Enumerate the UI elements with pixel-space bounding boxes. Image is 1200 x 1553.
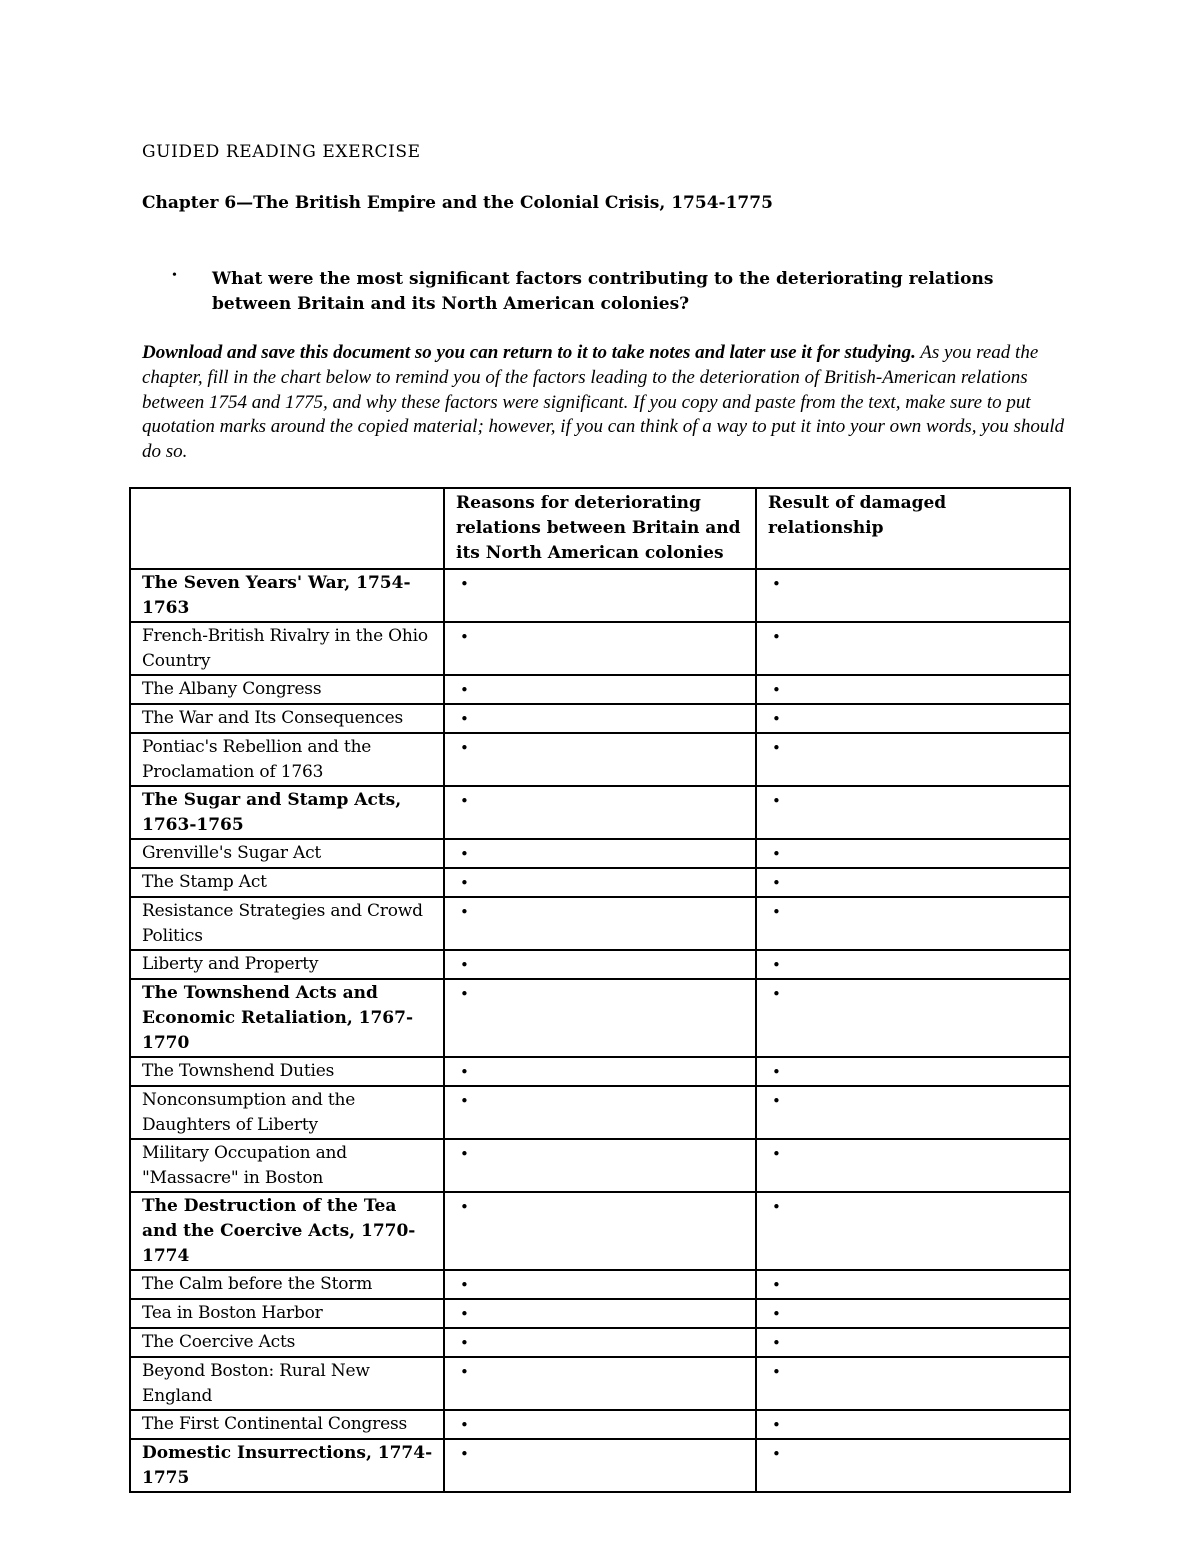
table-row [130, 1410, 1070, 1439]
reasons-note-cell[interactable] [444, 704, 756, 733]
result-note-cell[interactable] [756, 1299, 1070, 1328]
subtopic-cell: Pontiac's Rebellion and the Proclamation of 1763 [130, 733, 444, 786]
result-note-cell[interactable] [756, 1410, 1070, 1439]
reasons-note-cell[interactable] [444, 675, 756, 704]
bullet-icon: • [460, 1063, 469, 1081]
table-row [130, 1086, 1070, 1139]
bullet-icon: • [460, 1305, 469, 1323]
reasons-note-cell[interactable] [444, 1270, 756, 1299]
bullet-icon: • [460, 845, 469, 863]
bullet-icon: • [772, 1145, 781, 1163]
subtopic-cell: The Townshend Duties [130, 1057, 444, 1086]
result-note-cell[interactable] [756, 868, 1070, 897]
reasons-note-cell[interactable] [444, 1139, 756, 1192]
subtopic-cell: The Coercive Acts [130, 1328, 444, 1357]
result-note-cell[interactable] [756, 1057, 1070, 1086]
reasons-note-cell[interactable] [444, 1192, 756, 1270]
bullet-icon: • [772, 845, 781, 863]
table-row [130, 1057, 1070, 1086]
table-row [130, 786, 1070, 839]
chapter-title: Chapter 6—The British Empire and the Colonial Crisis, 1754-1775 [142, 193, 773, 213]
reasons-note-cell[interactable] [444, 1299, 756, 1328]
table-row [130, 897, 1070, 950]
result-note-cell[interactable] [756, 1086, 1070, 1139]
bullet-icon: • [460, 956, 469, 974]
result-note-cell[interactable] [756, 1439, 1070, 1492]
result-note-cell[interactable] [756, 897, 1070, 950]
table-row [130, 1270, 1070, 1299]
result-note-cell[interactable] [756, 569, 1070, 622]
bullet-icon: • [460, 903, 469, 921]
result-note-cell[interactable] [756, 786, 1070, 839]
header-result-cell: Result of damaged relationship [756, 488, 1070, 569]
bullet-icon: • [772, 628, 781, 646]
subtopic-cell: Grenville's Sugar Act [130, 839, 444, 868]
reasons-note-cell[interactable] [444, 868, 756, 897]
result-note-cell[interactable] [756, 1192, 1070, 1270]
reasons-note-cell[interactable] [444, 1410, 756, 1439]
table-row [130, 1299, 1070, 1328]
reasons-note-cell[interactable] [444, 979, 756, 1057]
bullet-icon: • [460, 985, 469, 1003]
bullet-icon: • [460, 575, 469, 593]
bullet-icon: • [772, 956, 781, 974]
bullet-icon: • [772, 1063, 781, 1081]
table-row [130, 1439, 1070, 1492]
result-note-cell[interactable] [756, 979, 1070, 1057]
subtopic-cell: The Stamp Act [130, 868, 444, 897]
bullet-icon: • [460, 1416, 469, 1434]
table-header-row [130, 488, 1070, 569]
result-note-cell[interactable] [756, 675, 1070, 704]
bullet-icon: • [460, 874, 469, 892]
guiding-question [142, 267, 1062, 317]
subtopic-cell: Resistance Strategies and Crowd Politics [130, 897, 444, 950]
reasons-note-cell[interactable] [444, 622, 756, 675]
subtopic-cell: The Calm before the Storm [130, 1270, 444, 1299]
bullet-icon: • [460, 1276, 469, 1294]
bullet-icon: • [772, 1276, 781, 1294]
bullet-icon: • [460, 1198, 469, 1216]
result-note-cell[interactable] [756, 950, 1070, 979]
header-reasons-cell: Reasons for deteriorating relations between Britain and its North American colonies [444, 488, 756, 569]
table-row [130, 839, 1070, 868]
result-note-cell[interactable] [756, 622, 1070, 675]
reasons-note-cell[interactable] [444, 733, 756, 786]
subtopic-cell: French-British Rivalry in the Ohio Country [130, 622, 444, 675]
bullet-icon: • [772, 1334, 781, 1352]
reasons-note-cell[interactable] [444, 1328, 756, 1357]
table-row [130, 979, 1070, 1057]
bullet-icon: • [460, 1445, 469, 1463]
subtopic-cell: The First Continental Congress [130, 1410, 444, 1439]
bullet-icon: • [772, 985, 781, 1003]
bullet-icon: • [772, 575, 781, 593]
bullet-icon: • [460, 739, 469, 757]
bullet-icon: • [772, 1416, 781, 1434]
section-topic-cell: The Seven Years' War, 1754-1763 [130, 569, 444, 622]
reasons-note-cell[interactable] [444, 1357, 756, 1410]
bullet-icon: • [772, 681, 781, 699]
reasons-note-cell[interactable] [444, 897, 756, 950]
table-row [130, 1357, 1070, 1410]
bullet-icon: • [772, 1092, 781, 1110]
bullet-icon: • [772, 739, 781, 757]
subtopic-cell: Beyond Boston: Rural New England [130, 1357, 444, 1410]
bullet-icon: • [772, 792, 781, 810]
reasons-note-cell[interactable] [444, 1439, 756, 1492]
result-note-cell[interactable] [756, 704, 1070, 733]
section-topic-cell: The Sugar and Stamp Acts, 1763-1765 [130, 786, 444, 839]
bullet-icon: • [460, 1092, 469, 1110]
bullet-icon: • [460, 1334, 469, 1352]
subtopic-cell: Nonconsumption and the Daughters of Liberty [130, 1086, 444, 1139]
bullet-icon: • [460, 1363, 469, 1381]
table-row [130, 1139, 1070, 1192]
result-note-cell[interactable] [756, 1139, 1070, 1192]
subtopic-cell: Tea in Boston Harbor [130, 1299, 444, 1328]
section-topic-cell: Domestic Insurrections, 1774-1775 [130, 1439, 444, 1492]
bullet-icon: • [460, 628, 469, 646]
bullet-icon: • [460, 681, 469, 699]
table-row [130, 950, 1070, 979]
notes-table [129, 487, 1071, 1493]
table-row [130, 1328, 1070, 1357]
reasons-note-cell[interactable] [444, 1086, 756, 1139]
result-note-cell[interactable] [756, 1328, 1070, 1357]
result-note-cell[interactable] [756, 1270, 1070, 1299]
table-row [130, 622, 1070, 675]
reasons-note-cell[interactable] [444, 839, 756, 868]
bullet-icon: • [460, 792, 469, 810]
bullet-icon: • [772, 874, 781, 892]
bullet-icon: • [460, 1145, 469, 1163]
document-heading: GUIDED READING EXERCISE [142, 142, 421, 162]
table-row [130, 675, 1070, 704]
bullet-icon: • [772, 1198, 781, 1216]
table-row [130, 733, 1070, 786]
instructions [142, 341, 1067, 465]
bullet-icon: • [772, 710, 781, 728]
reasons-note-cell[interactable] [444, 786, 756, 839]
table-row [130, 868, 1070, 897]
bullet-icon: • [772, 1363, 781, 1381]
instructions-body: As you read the chapter, fill in the chart below to remind you of the factors leading to the deterioration of British-American relations between 1754 and 1775, and why these factors were significant. If you copy and paste from the text, make sure to put quotation marks around the copied material; however, if you can think of a way to put it into your own words, you should do so. [142, 342, 1065, 463]
bullet-icon: • [460, 710, 469, 728]
table-row [130, 1192, 1070, 1270]
question-text: What were the most significant factors contributing to the deteriorating relations between Britain and its North American colonies? [212, 269, 994, 314]
bullet-icon: • [772, 1305, 781, 1323]
reasons-note-cell[interactable] [444, 569, 756, 622]
header-topic-cell [130, 488, 444, 569]
instructions-lead: Download and save this document so you can return to it to take notes and later use it for studying. [142, 342, 916, 363]
section-topic-cell: The Destruction of the Tea and the Coercive Acts, 1770-1774 [130, 1192, 444, 1270]
result-note-cell[interactable] [756, 733, 1070, 786]
result-note-cell[interactable] [756, 839, 1070, 868]
table-row [130, 704, 1070, 733]
table-row [130, 569, 1070, 622]
bullet-icon: • [172, 268, 177, 283]
bullet-icon: • [772, 1445, 781, 1463]
section-topic-cell: The Townshend Acts and Economic Retaliation, 1767-1770 [130, 979, 444, 1057]
result-note-cell[interactable] [756, 1357, 1070, 1410]
subtopic-cell: The Albany Congress [130, 675, 444, 704]
subtopic-cell: Liberty and Property [130, 950, 444, 979]
subtopic-cell: Military Occupation and "Massacre" in Boston [130, 1139, 444, 1192]
reasons-note-cell[interactable] [444, 950, 756, 979]
subtopic-cell: The War and Its Consequences [130, 704, 444, 733]
bullet-icon: • [772, 903, 781, 921]
reasons-note-cell[interactable] [444, 1057, 756, 1086]
